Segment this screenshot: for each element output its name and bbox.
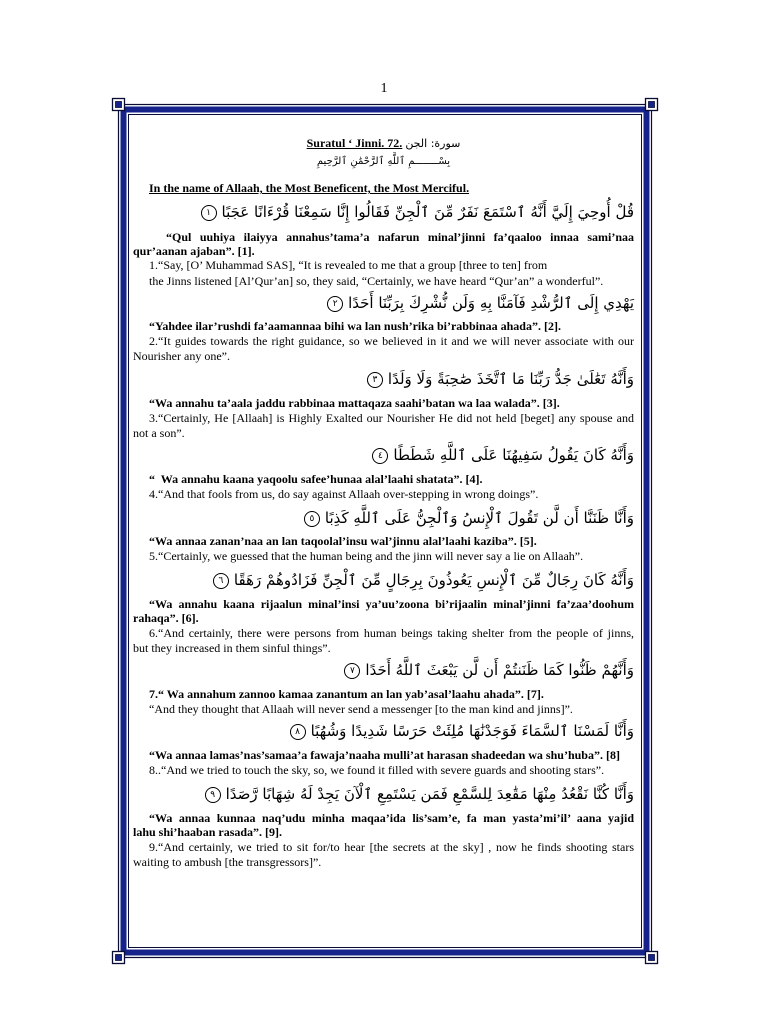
verse-1-arabic [136, 201, 634, 223]
corner-ornament-top-right [646, 99, 658, 111]
invocation-heading: In the name of Allaah, the Most Beneficent, the Most Merciful. [149, 181, 470, 195]
verse-5-translation-line-1: 5.“Certainly, we guessed that the human being and the jinn will never say a lie on Allaah”. [149, 549, 584, 563]
verse-4-number-marker: ٤ [372, 448, 388, 464]
verse-5-arabic-text: وَأَنَّا ظَنَنَّا أَن لَّن تَقُولَ ٱلْإِنسُ وَٱلْجِنُّ عَلَى ٱللَّهِ كَذِبًا [324, 509, 634, 527]
verse-9-transliteration-line-2: lahu shi’haaban rasada”. [9]. [133, 825, 283, 839]
verse-9-transliteration-line-1: “Wa annaa kunnaa naq’udu minha maqaa’ida lis’sam’e, fa man yasta’mi’il’ aana yajid [149, 811, 634, 825]
basmala: بِسْــــــــمِ ٱللَّهِ ٱلرَّحْمَٰنِ ٱلرَّحِيمِ [316, 156, 451, 167]
verse-1-transliteration-line-2: qur’aanan ajaban”. [1]. [133, 244, 255, 258]
verse-6-translation-line-1: 6.“And certainly, there were persons from human beings taking shelter from the people of jinns, [149, 626, 634, 640]
verse-2-translation-line-1: 2.“It guides towards the right guidance, so we believed in it and we will never associate with our [149, 334, 634, 348]
verse-1-number-marker: ١ [201, 205, 217, 221]
verse-6-transliteration-line-1: “Wa annahu kaana rijaalun minal’insi ya’uu’zoona bi’rijaalin minal’jinni fa’zaa’doohum [149, 597, 634, 611]
verse-7-translation-line-1: “And they thought that Allaah will never send a messenger [to the man kind and jinns]”. [149, 702, 573, 716]
verse-8-transliteration-line-1: “Wa annaa lamas’nas’samaa’a fawaja’naaha mulli’at harasan shadeedan wa shu’huba”. [8] [149, 748, 620, 762]
verse-6-arabic-text: وَأَنَّهُ كَانَ رِجَالٌ مِّنَ ٱلْإِنسِ يَعُوذُونَ بِرِجَالٍ مِّنَ ٱلْجِنِّ فَزَادُوهُمْ رَهَقًا [233, 571, 634, 589]
verse-6-translation-line-2: but they increased in them sinful things”. [133, 641, 331, 655]
verse-4-arabic-text: وَأَنَّهُ كَانَ يَقُولُ سَفِيهُنَا عَلَى ٱللَّهِ شَطَطًا [393, 446, 634, 464]
verse-2-number-marker: ٢ [327, 296, 343, 312]
verse-9-arabic [136, 783, 634, 805]
verse-7-number-marker: ٧ [344, 663, 360, 679]
verse-9-number-marker: ٩ [205, 787, 221, 803]
verse-9-translation-line-1: 9.“And certainly, we tried to sit for/to hear [the secrets at the sky] , now he finds shooting stars [149, 840, 634, 854]
verse-6-arabic [136, 569, 634, 591]
verse-8-arabic [136, 720, 634, 742]
page-number: 1 [380, 81, 388, 96]
surah-title-english: Suratul ‘ Jinni. 72. [306, 136, 403, 150]
verse-5-arabic [136, 507, 634, 529]
verse-6-transliteration-line-2: rahaqa”. [6]. [133, 611, 199, 625]
corner-ornament-bottom-right [646, 952, 658, 964]
verse-5-transliteration-line-1: “Wa annaa zanan’naa an lan taqoolal’insu wal’jinnu alal’laahi kaziba”. [5]. [149, 534, 537, 548]
verse-4-translation-line-1: 4.“And that fools from us, do say against Allaah over-stepping in wrong doings”. [149, 487, 539, 501]
corner-ornament-top-left [113, 99, 125, 111]
verse-8-translation-line-1: 8..“And we tried to touch the sky, so, we found it filled with severe guards and shooting stars”. [149, 763, 605, 777]
corner-ornament-bottom-left [113, 952, 125, 964]
verse-3-arabic [136, 368, 634, 390]
verse-8-arabic-text: وَأَنَّا لَمَسْنَا ٱلسَّمَاءَ فَوَجَدْنَٰهَا مُلِئَتْ حَرَسًا شَدِيدًا وَشُهُبًا [310, 722, 634, 740]
verse-4-arabic [136, 444, 634, 466]
verse-7-transliteration-line-1: 7.“ Wa annahum zannoo kamaa zanantum an lan yab’asal’laahu ahada”. [7]. [149, 687, 544, 701]
verse-9-arabic-text: وَأَنَّا كُنَّا نَقْعُدُ مِنْهَا مَقَٰعِدَ لِلسَّمْعِ فَمَن يَسْتَمِعِ ٱلْآنَ يَجِدْ لَهُ شِهَابًا رَّصَدًا [225, 785, 634, 803]
verse-1-translation-line-1: 1.“Say, [O’ Muhammad SAS], “It is revealed to me that a group [three to ten] from [149, 258, 548, 272]
verse-2-translation-line-2: Nourisher any one”. [133, 349, 230, 363]
verse-2-arabic-text: يَهْدِي إِلَى ٱلرُّشْدِ فَآمَنَّا بِهِ وَلَن نُّشْرِكَ بِرَبِّنَا أَحَدًا [348, 294, 634, 312]
verse-9-translation-line-2: waiting to ambush [the transgressors]”. [133, 855, 322, 869]
verse-2-transliteration-line-1: “Yahdee ilar’rushdi fa’aamannaa bihi wa lan nush’rika bi’rabbinaa ahada”. [2]. [149, 319, 561, 333]
verse-4-transliteration-line-1: “ Wa annahu kaana yaqoolu safee’hunaa alal’laahi shatata”. [4]. [149, 472, 483, 486]
verse-1-transliteration-line-1: “Qul uuhiya ilaiyya annahus’tama’a nafarun minal’jinni fa’qaaloo innaa sami’naa [166, 230, 634, 244]
verse-3-arabic-text: وَأَنَّهُ تَعَٰلَىٰ جَدُّ رَبِّنَا مَا ٱتَّخَذَ صَٰحِبَةً وَلَا وَلَدًا [387, 370, 634, 388]
surah-title-arabic: سورة: الجن [405, 137, 461, 150]
verse-3-number-marker: ٣ [367, 372, 383, 388]
verse-1-translation-line-2: the Jinns listened [Al’Qur’an] so, they said, “Certainly, we have heard “Qur’an” a wonderful”. [149, 274, 604, 288]
verse-3-translation-line-2: not a son”. [133, 426, 185, 440]
verse-2-arabic [136, 292, 634, 314]
verse-3-transliteration-line-1: “Wa annahu ta’aala jaddu rabbinaa mattaqaza saahi’batan wa laa walada”. [3]. [149, 396, 560, 410]
verse-1-arabic-text: قُلْ أُوحِيَ إِلَيَّ أَنَّهُ ٱسْتَمَعَ نَفَرٌ مِّنَ ٱلْجِنِّ فَقَالُوا إِنَّا سَمِعْنَا قُرْءَانًا عَجَبًا [221, 203, 634, 221]
verse-7-arabic-text: وَأَنَّهُمْ ظَنُّوا كَمَا ظَنَنتُمْ أَن لَّن يَبْعَثَ ٱللَّهُ أَحَدًا [365, 661, 634, 679]
verse-8-number-marker: ٨ [290, 724, 306, 740]
verse-7-arabic [136, 659, 634, 681]
surah-title [133, 135, 634, 151]
verse-6-number-marker: ٦ [213, 573, 229, 589]
verse-5-number-marker: ٥ [304, 511, 320, 527]
verse-3-translation-line-1: 3.“Certainly, He [Allaah] is Highly Exalted our Nourisher He did not held [beget] any spouse and [149, 411, 634, 425]
